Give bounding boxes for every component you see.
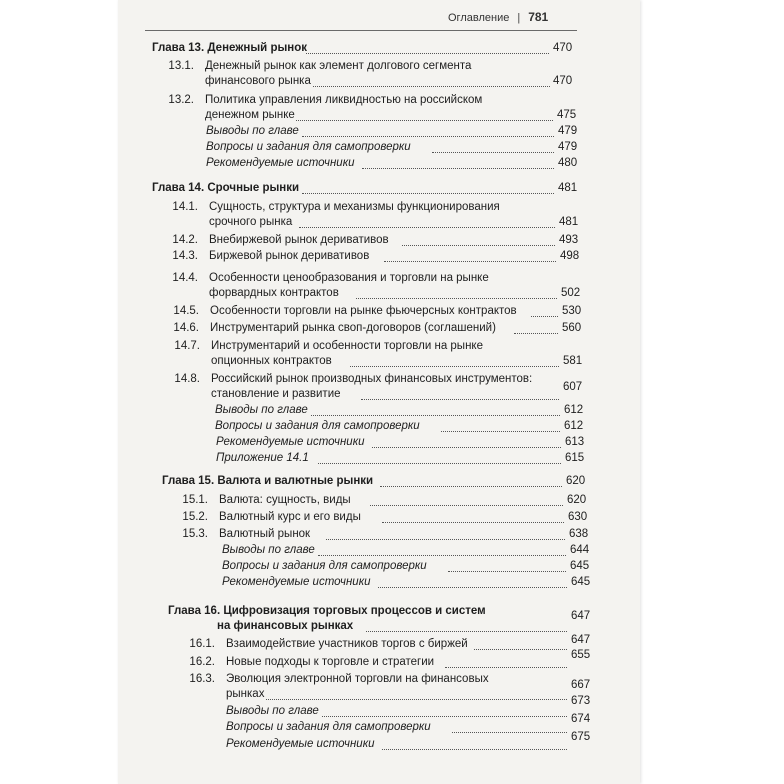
leader-dots bbox=[531, 315, 558, 317]
page-number: 647 bbox=[571, 610, 591, 622]
section-title: Инструментарий рынка своп-договоров (соглашений) bbox=[210, 322, 496, 334]
leader-dots bbox=[366, 630, 567, 632]
section-title-cont: форвардных контрактов bbox=[209, 287, 339, 299]
section-title-cont: рынках bbox=[226, 688, 265, 700]
section-title: Валютный курс и его виды bbox=[219, 511, 361, 523]
leader-dots bbox=[432, 151, 554, 153]
section-number: 14.7. bbox=[174, 340, 200, 352]
section-number: 16.1. bbox=[189, 638, 215, 650]
section-title: Сущность, структура и механизмы функционирования bbox=[209, 201, 500, 213]
section-number: 14.3. bbox=[172, 250, 198, 262]
leader-dots bbox=[382, 748, 567, 750]
page-number: 481 bbox=[559, 216, 579, 228]
page-number: 502 bbox=[561, 287, 581, 299]
page-number: 581 bbox=[563, 355, 583, 367]
page-number: 560 bbox=[562, 322, 582, 334]
page-number: 644 bbox=[570, 544, 590, 556]
page-number: 673 bbox=[571, 695, 591, 707]
chapter-title: Глава 16. Цифровизация торговых процессов и систем bbox=[168, 605, 486, 617]
page-number: 479 bbox=[558, 125, 578, 137]
page-number: 470 bbox=[553, 75, 573, 87]
section-number: 16.2. bbox=[189, 656, 215, 668]
page-number: 655 bbox=[571, 649, 591, 661]
entry-title: Рекомендуемые источники bbox=[226, 738, 375, 750]
chapter-title: Глава 15. Валюта и валютные рынки bbox=[162, 475, 374, 487]
header-page-number: 781 bbox=[528, 10, 549, 24]
page-number: 480 bbox=[558, 157, 578, 169]
section-number: 15.1. bbox=[182, 494, 208, 506]
section-title-cont: финансового рынка bbox=[205, 75, 311, 87]
section-title: Политика управления ликвидностью на российском bbox=[205, 94, 483, 106]
section-title-cont: опционных контрактов bbox=[211, 355, 332, 367]
page-number: 615 bbox=[565, 452, 585, 464]
section-title: Валюта: сущность, виды bbox=[219, 494, 351, 506]
entry-title: Приложение 14.1 bbox=[216, 452, 309, 464]
section-number: 14.5. bbox=[173, 305, 199, 317]
section-number: 13.1. bbox=[168, 60, 194, 72]
entry-title: Рекомендуемые источники bbox=[222, 576, 371, 588]
leader-dots bbox=[448, 570, 566, 572]
leader-dots bbox=[356, 297, 557, 299]
section-number: 14.4. bbox=[172, 272, 198, 284]
section-title: Особенности торговли на рынке фьючерсных контрактов bbox=[210, 305, 517, 317]
page-number: 493 bbox=[559, 234, 579, 246]
leader-dots bbox=[402, 244, 555, 246]
page-number: 647 bbox=[571, 634, 591, 646]
section-number: 16.3. bbox=[189, 673, 215, 685]
page-number: 674 bbox=[571, 713, 591, 725]
section-title: Внебиржевой рынок деривативов bbox=[209, 234, 389, 246]
leader-dots bbox=[378, 586, 567, 588]
leader-dots bbox=[326, 538, 565, 540]
section-title: Эволюция электронной торговли на финансовых bbox=[226, 673, 489, 685]
section-number: 14.2. bbox=[172, 234, 198, 246]
entry-title: Вопросы и задания для самопроверки bbox=[222, 560, 427, 572]
leader-dots bbox=[370, 504, 563, 506]
leader-dots bbox=[318, 462, 561, 464]
leader-dots bbox=[302, 192, 554, 194]
page-number: 645 bbox=[571, 576, 591, 588]
leader-dots bbox=[266, 698, 567, 700]
entry-title: Рекомендуемые источники bbox=[216, 436, 365, 448]
section-number: 14.8. bbox=[174, 373, 200, 385]
section-number: 13.2. bbox=[168, 94, 194, 106]
leader-dots bbox=[514, 332, 558, 334]
chapter-title-cont: на финансовых рынках bbox=[217, 620, 354, 632]
entry-title: Выводы по главе bbox=[215, 404, 308, 416]
page-number: 607 bbox=[563, 381, 583, 393]
page-number: 612 bbox=[564, 420, 584, 432]
chapter-title: Глава 14. Срочные рынки bbox=[152, 182, 300, 194]
section-title: Взаимодействие участников торгов с биржей bbox=[226, 638, 468, 650]
leader-dots bbox=[474, 648, 567, 650]
section-title: Денежный рынок как элемент долгового сегмента bbox=[205, 60, 472, 72]
leader-dots bbox=[445, 666, 567, 668]
section-title-cont: срочного рынка bbox=[209, 216, 293, 228]
chapter-title: Глава 13. Денежный рынок bbox=[152, 42, 308, 54]
entry-title: Выводы по главе bbox=[226, 705, 319, 717]
entry-title: Выводы по главе bbox=[206, 125, 299, 137]
leader-dots bbox=[382, 521, 564, 523]
leader-dots bbox=[306, 52, 549, 54]
entry-title: Выводы по главе bbox=[222, 544, 315, 556]
page-number: 530 bbox=[562, 305, 582, 317]
page-number: 667 bbox=[571, 679, 591, 691]
page-number: 620 bbox=[567, 494, 587, 506]
page-number: 645 bbox=[570, 560, 590, 572]
entry-title: Вопросы и задания для самопроверки bbox=[215, 420, 420, 432]
page-number: 470 bbox=[553, 42, 573, 54]
leader-dots bbox=[322, 715, 567, 717]
leader-dots bbox=[318, 554, 566, 556]
leader-dots bbox=[384, 260, 556, 262]
leader-dots bbox=[296, 119, 553, 121]
leader-dots bbox=[380, 485, 562, 487]
section-title: Инструментарий и особенности торговли на рынке bbox=[211, 340, 483, 352]
section-title: Новые подходы к торговле и стратегии bbox=[226, 656, 435, 668]
page-number: 479 bbox=[558, 141, 578, 153]
page-number: 498 bbox=[560, 250, 580, 262]
page-number: 630 bbox=[568, 511, 588, 523]
leader-dots bbox=[441, 430, 560, 432]
section-number: 14.1. bbox=[172, 201, 198, 213]
page-number: 638 bbox=[569, 528, 589, 540]
page-number: 620 bbox=[566, 475, 586, 487]
section-title: Валютный рынок bbox=[219, 528, 311, 540]
leader-dots bbox=[452, 731, 567, 733]
entry-title: Рекомендуемые источники bbox=[206, 157, 355, 169]
leader-dots bbox=[302, 135, 554, 137]
header-separator: | bbox=[517, 12, 521, 24]
leader-dots bbox=[361, 398, 559, 400]
leader-dots bbox=[313, 85, 550, 87]
leader-dots bbox=[299, 226, 555, 228]
section-title: Биржевой рынок деривативов bbox=[209, 250, 370, 262]
section-title-cont: денежном рынке bbox=[205, 109, 295, 121]
section-title: Российский рынок производных финансовых инструментов: bbox=[211, 373, 533, 385]
section-title: Особенности ценообразования и торговли на рынке bbox=[209, 272, 489, 284]
leader-dots bbox=[350, 365, 559, 367]
header-title: Оглавление bbox=[448, 12, 510, 24]
section-number: 14.6. bbox=[173, 322, 199, 334]
page-number: 612 bbox=[564, 404, 584, 416]
section-number: 15.3. bbox=[182, 528, 208, 540]
entry-title: Вопросы и задания для самопроверки bbox=[226, 721, 431, 733]
entry-title: Вопросы и задания для самопроверки bbox=[206, 141, 411, 153]
page-number: 475 bbox=[557, 109, 577, 121]
section-title-cont: становление и развитие bbox=[211, 388, 341, 400]
leader-dots bbox=[372, 446, 561, 448]
page-number: 613 bbox=[565, 436, 585, 448]
page-number: 481 bbox=[558, 182, 578, 194]
page-number: 675 bbox=[571, 731, 591, 743]
section-number: 15.2. bbox=[182, 511, 208, 523]
leader-dots bbox=[362, 167, 554, 169]
leader-dots bbox=[311, 414, 560, 416]
